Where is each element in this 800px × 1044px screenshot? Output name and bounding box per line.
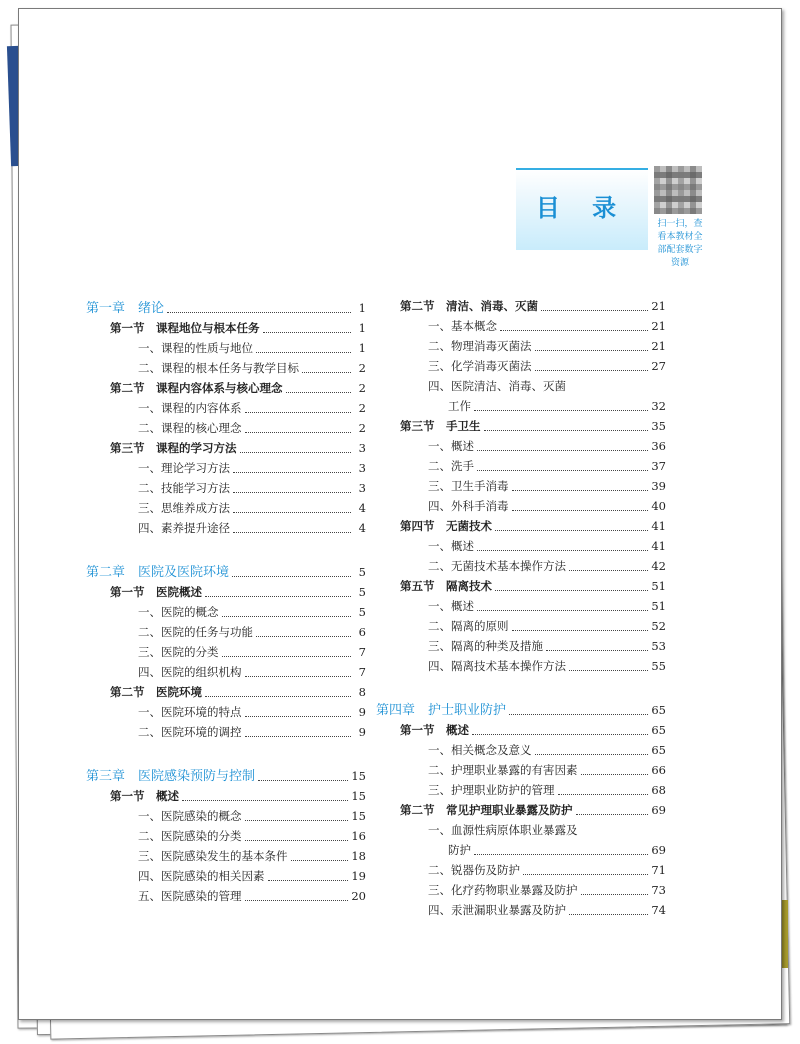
page-number: 18 bbox=[351, 849, 366, 863]
toc-cont-row[interactable] bbox=[376, 838, 666, 858]
toc-item-row[interactable] bbox=[86, 600, 366, 620]
page-number: 19 bbox=[351, 869, 366, 883]
toc-section-row[interactable] bbox=[376, 574, 666, 594]
dot-leader bbox=[581, 893, 649, 895]
toc-column-right bbox=[376, 294, 666, 918]
page-number: 16 bbox=[351, 829, 366, 843]
toc-item-row[interactable] bbox=[376, 758, 666, 778]
page-number: 21 bbox=[651, 339, 666, 353]
toc-entry-label: 三、护理职业防护的管理 bbox=[428, 783, 555, 797]
toc-chapter-row[interactable] bbox=[86, 558, 366, 580]
dot-leader bbox=[512, 629, 649, 631]
toc-entry-label: 第二节 常见护理职业暴露及防护 bbox=[400, 803, 573, 817]
dot-leader bbox=[222, 655, 352, 657]
page-number: 39 bbox=[651, 479, 666, 493]
toc-item-row[interactable] bbox=[86, 336, 366, 356]
toc-section-row[interactable] bbox=[376, 414, 666, 434]
dot-leader bbox=[233, 471, 351, 473]
toc-item-row[interactable] bbox=[86, 720, 366, 740]
dot-leader bbox=[477, 449, 648, 451]
dot-leader bbox=[569, 669, 648, 671]
toc-item-row[interactable] bbox=[376, 474, 666, 494]
toc-item-row[interactable] bbox=[86, 660, 366, 680]
toc-item-row[interactable] bbox=[86, 700, 366, 720]
page-number: 5 bbox=[358, 585, 366, 599]
dot-leader bbox=[512, 489, 649, 491]
dot-leader bbox=[474, 853, 648, 855]
toc-item-row[interactable] bbox=[86, 620, 366, 640]
toc-entry-label: 三、医院感染发生的基本条件 bbox=[138, 849, 288, 863]
toc-item-row[interactable] bbox=[376, 594, 666, 614]
dot-leader bbox=[477, 469, 648, 471]
toc-cont-row[interactable] bbox=[376, 394, 666, 414]
toc-entry-label: 一、课程的内容体系 bbox=[138, 401, 242, 415]
toc-section-row[interactable] bbox=[376, 294, 666, 314]
toc-entry-label: 三、思维养成方法 bbox=[138, 501, 230, 515]
toc-entry-label: 四、外科手消毒 bbox=[428, 499, 509, 513]
dot-leader bbox=[245, 411, 352, 413]
dot-leader bbox=[232, 575, 351, 577]
toc-entry-label: 二、护理职业暴露的有害因素 bbox=[428, 763, 578, 777]
dot-leader bbox=[535, 753, 649, 755]
toc-chapter-row[interactable] bbox=[86, 762, 366, 784]
toc-section-row[interactable] bbox=[376, 798, 666, 818]
dot-leader bbox=[233, 511, 351, 513]
toc-item-row[interactable] bbox=[86, 864, 366, 884]
dot-leader bbox=[222, 615, 352, 617]
toc-entry-label: 二、医院的任务与功能 bbox=[138, 625, 253, 639]
qr-code-icon[interactable] bbox=[654, 166, 702, 214]
page-number: 3 bbox=[358, 481, 366, 495]
toc-item-row[interactable] bbox=[86, 804, 366, 824]
toc-item-row[interactable] bbox=[86, 640, 366, 660]
toc-entry-label: 第二节 医院环境 bbox=[110, 685, 202, 699]
toc-item-row[interactable] bbox=[376, 858, 666, 878]
dot-leader bbox=[558, 793, 649, 795]
toc-entry-label: 四、医院的组织机构 bbox=[138, 665, 242, 679]
toc-entry-label: 一、医院环境的特点 bbox=[138, 705, 242, 719]
toc-entry-label: 一、基本概念 bbox=[428, 319, 497, 333]
page-number: 8 bbox=[358, 685, 366, 699]
page-number: 27 bbox=[651, 359, 666, 373]
toc-entry-label: 一、理论学习方法 bbox=[138, 461, 230, 475]
toc-spacer bbox=[86, 740, 366, 762]
page-number: 1 bbox=[358, 341, 366, 355]
toc-section-row[interactable] bbox=[86, 316, 366, 336]
page-number: 74 bbox=[651, 903, 666, 917]
page-number: 1 bbox=[358, 321, 366, 335]
toc-entry-label: 三、医院的分类 bbox=[138, 645, 219, 659]
toc-entry-label: 二、隔离的原则 bbox=[428, 619, 509, 633]
page-number: 32 bbox=[651, 399, 666, 413]
toc-item-row[interactable] bbox=[376, 614, 666, 634]
toc-entry-label: 第二节 清洁、消毒、灭菌 bbox=[400, 299, 538, 313]
dot-leader bbox=[245, 431, 352, 433]
page-number: 73 bbox=[651, 883, 666, 897]
dot-leader bbox=[245, 675, 352, 677]
page-number: 7 bbox=[358, 645, 366, 659]
toc-entry-label: 三、卫生手消毒 bbox=[428, 479, 509, 493]
toc-entry-label: 一、相关概念及意义 bbox=[428, 743, 532, 757]
toc-entry-label: 工作 bbox=[448, 399, 471, 413]
page-number: 4 bbox=[358, 501, 366, 515]
toc-entry-label: 第二节 课程内容体系与核心理念 bbox=[110, 381, 283, 395]
toc-entry-label: 第一章 绪论 bbox=[86, 301, 165, 316]
toc-item-row[interactable] bbox=[86, 844, 366, 864]
toc-entry-label: 第四章 护士职业防护 bbox=[376, 703, 507, 718]
page-number: 65 bbox=[651, 723, 666, 737]
dot-leader bbox=[472, 733, 648, 735]
toc-item-row[interactable] bbox=[376, 334, 666, 354]
toc-entry-label: 四、医院感染的相关因素 bbox=[138, 869, 265, 883]
toc-item-row[interactable] bbox=[86, 496, 366, 516]
toc-entry-label: 二、物理消毒灭菌法 bbox=[428, 339, 532, 353]
page-number: 2 bbox=[358, 421, 366, 435]
toc-column-left bbox=[86, 294, 366, 904]
page-number: 42 bbox=[651, 559, 666, 573]
toc-item-row[interactable] bbox=[376, 434, 666, 454]
toc-entry-label: 三、隔离的种类及措施 bbox=[428, 639, 543, 653]
page-number: 7 bbox=[358, 665, 366, 679]
toc-entry-label: 第四节 无菌技术 bbox=[400, 519, 492, 533]
dot-leader bbox=[495, 589, 648, 591]
toc-entry-label: 第一节 概述 bbox=[110, 789, 179, 803]
page-number: 5 bbox=[358, 605, 366, 619]
page-number: 6 bbox=[358, 625, 366, 639]
dot-leader bbox=[541, 309, 648, 311]
toc-entry-label: 二、洗手 bbox=[428, 459, 474, 473]
toc-section-row[interactable] bbox=[376, 514, 666, 534]
page-number: 66 bbox=[651, 763, 666, 777]
toc-item-row[interactable] bbox=[376, 494, 666, 514]
page-number: 21 bbox=[651, 319, 666, 333]
toc-entry-label: 第一节 课程地位与根本任务 bbox=[110, 321, 260, 335]
toc-spacer bbox=[376, 674, 666, 696]
page-number: 65 bbox=[651, 743, 666, 757]
page-number: 52 bbox=[651, 619, 666, 633]
toc-entry-label: 防护 bbox=[448, 843, 471, 857]
dot-leader bbox=[535, 349, 649, 351]
dot-leader bbox=[256, 635, 351, 637]
dot-leader bbox=[581, 773, 649, 775]
toc-entry-label: 一、医院的概念 bbox=[138, 605, 219, 619]
toc-entry-label: 五、医院感染的管理 bbox=[138, 889, 242, 903]
dot-leader bbox=[484, 429, 649, 431]
toc-entry-label: 一、概述 bbox=[428, 539, 474, 553]
qr-caption: 扫一扫，查 看本教材全 部配套数字 资源 bbox=[657, 219, 703, 268]
toc-item-row[interactable] bbox=[86, 476, 366, 496]
dot-leader bbox=[245, 715, 352, 717]
toc-item-row[interactable] bbox=[86, 396, 366, 416]
page-number: 51 bbox=[651, 579, 666, 593]
page-number: 68 bbox=[651, 783, 666, 797]
toc-entry-label: 一、概述 bbox=[428, 439, 474, 453]
page-number: 41 bbox=[651, 519, 666, 533]
page-number: 20 bbox=[351, 889, 366, 903]
dot-leader bbox=[286, 391, 352, 393]
toc-item-row[interactable] bbox=[376, 354, 666, 374]
toc-entry-label: 二、课程的核心理念 bbox=[138, 421, 242, 435]
page-number: 15 bbox=[351, 809, 366, 823]
toc-item-row[interactable] bbox=[86, 356, 366, 376]
toc-entry-label: 一、血源性病原体职业暴露及 bbox=[428, 823, 578, 837]
toc-entry-label: 第二章 医院及医院环境 bbox=[86, 565, 230, 580]
dot-leader bbox=[245, 839, 349, 841]
toc-entry-label: 第五节 隔离技术 bbox=[400, 579, 492, 593]
dot-leader bbox=[182, 799, 348, 801]
dot-leader bbox=[291, 859, 349, 861]
page-number: 36 bbox=[651, 439, 666, 453]
toc-entry-label: 四、汞泄漏职业暴露及防护 bbox=[428, 903, 566, 917]
page-number: 41 bbox=[651, 539, 666, 553]
toc-entry-label: 二、课程的根本任务与教学目标 bbox=[138, 361, 299, 375]
page-number: 53 bbox=[651, 639, 666, 653]
page-number: 9 bbox=[358, 705, 366, 719]
dot-leader bbox=[509, 713, 648, 715]
toc-section-row[interactable] bbox=[86, 436, 366, 456]
page-number: 1 bbox=[358, 301, 366, 315]
toc-entry-label: 三、化疗药物职业暴露及防护 bbox=[428, 883, 578, 897]
dot-leader bbox=[256, 351, 351, 353]
page-number: 69 bbox=[651, 843, 666, 857]
page-number: 35 bbox=[651, 419, 666, 433]
toc-entry-label: 二、锐器伤及防护 bbox=[428, 863, 520, 877]
toc-item-row[interactable] bbox=[376, 374, 666, 394]
toc-item-row[interactable] bbox=[376, 314, 666, 334]
page-number: 37 bbox=[651, 459, 666, 473]
toc-item-row[interactable] bbox=[376, 454, 666, 474]
page-number: 2 bbox=[358, 401, 366, 415]
dot-leader bbox=[245, 819, 349, 821]
dot-leader bbox=[240, 451, 352, 453]
toc-item-row[interactable] bbox=[376, 898, 666, 918]
toc-entry-label: 一、医院感染的概念 bbox=[138, 809, 242, 823]
toc-entry-label: 第三章 医院感染预防与控制 bbox=[86, 769, 256, 784]
toc-item-row[interactable] bbox=[376, 738, 666, 758]
dot-leader bbox=[512, 509, 649, 511]
dot-leader bbox=[233, 491, 351, 493]
toc-entry-label: 第一节 医院概述 bbox=[110, 585, 202, 599]
dot-leader bbox=[302, 371, 351, 373]
toc-entry-label: 三、化学消毒灭菌法 bbox=[428, 359, 532, 373]
dot-leader bbox=[495, 529, 648, 531]
toc-entry-label: 四、隔离技术基本操作方法 bbox=[428, 659, 566, 673]
page-number: 51 bbox=[651, 599, 666, 613]
page-number: 69 bbox=[651, 803, 666, 817]
dot-leader bbox=[205, 595, 351, 597]
dot-leader bbox=[477, 549, 648, 551]
dot-leader bbox=[258, 779, 348, 781]
dot-leader bbox=[576, 813, 649, 815]
page-number: 2 bbox=[358, 361, 366, 375]
toc-entry-label: 一、课程的性质与地位 bbox=[138, 341, 253, 355]
dot-leader bbox=[268, 879, 349, 881]
toc-spacer bbox=[86, 536, 366, 558]
dot-leader bbox=[263, 331, 352, 333]
page-title: 目 录 bbox=[535, 194, 629, 222]
page-number: 3 bbox=[358, 441, 366, 455]
toc-entry-label: 第三节 手卫生 bbox=[400, 419, 481, 433]
toc-section-row[interactable] bbox=[86, 580, 366, 600]
toc-section-row[interactable] bbox=[376, 718, 666, 738]
page-number: 65 bbox=[651, 703, 666, 717]
dot-leader bbox=[523, 873, 648, 875]
title-banner bbox=[516, 168, 648, 250]
toc-entry-label: 第一节 概述 bbox=[400, 723, 469, 737]
toc-item-row[interactable] bbox=[86, 516, 366, 536]
toc-item-row[interactable] bbox=[86, 824, 366, 844]
dot-leader bbox=[245, 735, 352, 737]
toc-entry-label: 二、医院感染的分类 bbox=[138, 829, 242, 843]
toc-item-row[interactable] bbox=[376, 878, 666, 898]
dot-leader bbox=[233, 531, 351, 533]
page-number: 15 bbox=[351, 789, 366, 803]
page-number: 15 bbox=[351, 769, 366, 783]
toc-entry-label: 二、医院环境的调控 bbox=[138, 725, 242, 739]
page-number: 55 bbox=[651, 659, 666, 673]
toc-item-row[interactable] bbox=[376, 554, 666, 574]
dot-leader bbox=[500, 329, 648, 331]
page-number: 4 bbox=[358, 521, 366, 535]
dot-leader bbox=[546, 649, 648, 651]
toc-item-row[interactable] bbox=[86, 884, 366, 904]
toc-chapter-row[interactable] bbox=[86, 294, 366, 316]
toc-section-row[interactable] bbox=[86, 680, 366, 700]
toc-chapter-row[interactable] bbox=[376, 696, 666, 718]
dot-leader bbox=[569, 569, 648, 571]
dot-leader bbox=[477, 609, 648, 611]
page-number: 21 bbox=[651, 299, 666, 313]
toc-entry-label: 一、概述 bbox=[428, 599, 474, 613]
toc-entry-label: 四、素养提升途径 bbox=[138, 521, 230, 535]
toc-item-row[interactable] bbox=[376, 534, 666, 554]
dot-leader bbox=[167, 311, 351, 313]
page-number: 3 bbox=[358, 461, 366, 475]
toc-entry-label: 二、技能学习方法 bbox=[138, 481, 230, 495]
page-number: 71 bbox=[651, 863, 666, 877]
dot-leader bbox=[245, 899, 349, 901]
dot-leader bbox=[569, 913, 648, 915]
toc-item-row[interactable] bbox=[376, 818, 666, 838]
toc-section-row[interactable] bbox=[86, 784, 366, 804]
toc-entry-label: 四、医院清洁、消毒、灭菌 bbox=[428, 379, 566, 393]
dot-leader bbox=[205, 695, 351, 697]
page-number: 40 bbox=[651, 499, 666, 513]
dot-leader bbox=[474, 409, 648, 411]
page-number: 9 bbox=[358, 725, 366, 739]
toc-entry-label: 二、无菌技术基本操作方法 bbox=[428, 559, 566, 573]
toc-section-row[interactable] bbox=[86, 376, 366, 396]
toc-item-row[interactable] bbox=[376, 634, 666, 654]
page-number: 5 bbox=[358, 565, 366, 579]
page-number: 2 bbox=[358, 381, 366, 395]
toc-item-row[interactable] bbox=[376, 654, 666, 674]
toc-item-row[interactable] bbox=[86, 456, 366, 476]
toc-item-row[interactable] bbox=[376, 778, 666, 798]
toc-entry-label: 第三节 课程的学习方法 bbox=[110, 441, 237, 455]
toc-item-row[interactable] bbox=[86, 416, 366, 436]
dot-leader bbox=[535, 369, 649, 371]
